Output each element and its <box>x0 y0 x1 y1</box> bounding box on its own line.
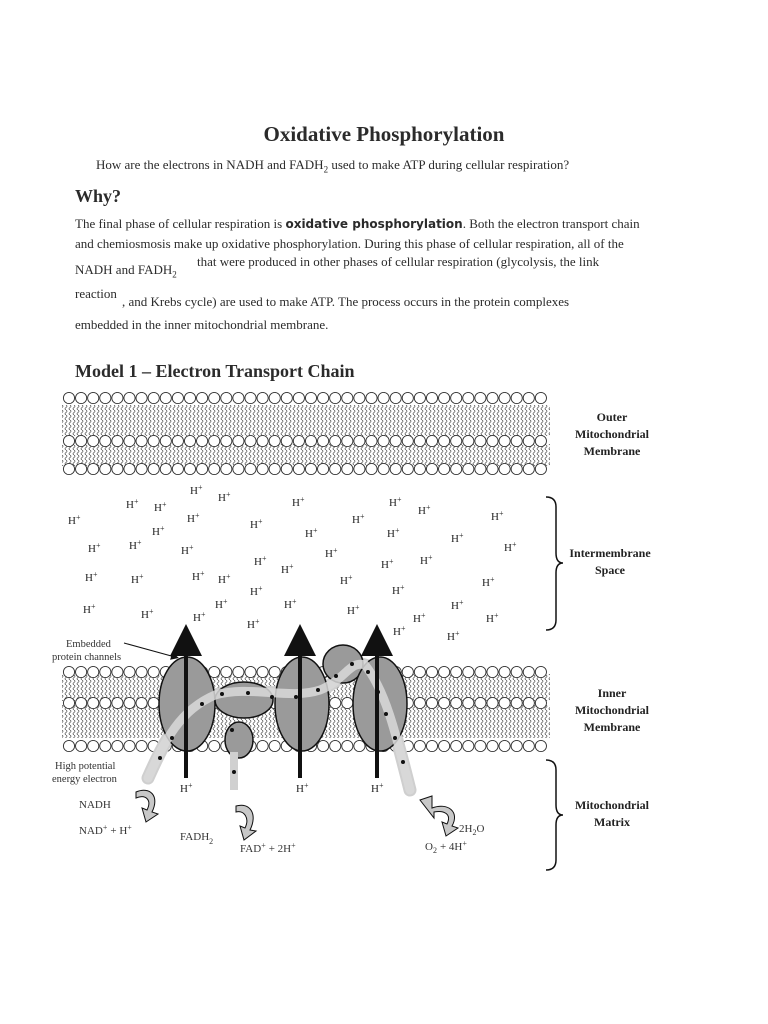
lipid-head <box>390 463 401 474</box>
paragraph-line-4a: reaction <box>75 286 117 301</box>
h-ion-bottom-2: H+ <box>296 781 309 795</box>
lipid-head <box>293 392 304 403</box>
lipid-head <box>233 392 244 403</box>
h-ion: H+ <box>420 553 433 567</box>
lipid-head <box>475 697 486 708</box>
lipid-head <box>426 740 437 751</box>
lipid-head <box>257 740 268 751</box>
electron-transport-diagram <box>0 380 768 880</box>
lipid-head <box>257 435 268 446</box>
embedded-pointer <box>124 643 175 657</box>
h-ion: H+ <box>393 624 406 638</box>
lipid-head <box>414 463 425 474</box>
lipid-head <box>63 740 74 751</box>
h-ion: H+ <box>126 497 139 511</box>
lipid-head <box>451 463 462 474</box>
lipid-head <box>475 463 486 474</box>
lipid-head <box>487 666 498 677</box>
embedded-label-1: Embedded <box>66 639 111 650</box>
lipid-head <box>76 392 87 403</box>
lipid-head <box>535 740 546 751</box>
lipid-head <box>426 392 437 403</box>
plus-h-text: + H <box>110 825 128 837</box>
h-ion: H+ <box>254 554 267 568</box>
lipid-head <box>160 392 171 403</box>
embedded-label-2: protein channels <box>52 652 122 663</box>
lipid-head <box>136 697 147 708</box>
inner-label-1: Inner <box>597 686 627 700</box>
paragraph-line-3 <box>75 262 177 280</box>
lipid-head <box>257 392 268 403</box>
outer-label-1: Outer <box>596 410 628 424</box>
lipid-head <box>124 435 135 446</box>
water-b: O <box>476 823 485 835</box>
nad-label: NAD+ + H+ <box>79 823 132 837</box>
lipid-head <box>354 435 365 446</box>
lipid-head <box>88 740 99 751</box>
lipid-head <box>148 666 159 677</box>
lipid-head <box>342 697 353 708</box>
lipid-head <box>318 435 329 446</box>
why-heading: Why? <box>75 186 122 206</box>
lipid-head <box>475 666 486 677</box>
hydrogen-ions <box>68 483 517 643</box>
h-ion: H+ <box>292 495 305 509</box>
lipid-head <box>463 392 474 403</box>
lipid-head <box>499 392 510 403</box>
lipid-head <box>112 435 123 446</box>
h-ion: H+ <box>193 610 206 624</box>
lipid-head <box>463 435 474 446</box>
fadh-text: FADH <box>180 831 210 843</box>
lipid-head <box>342 435 353 446</box>
water-label <box>459 823 484 837</box>
lipid-head <box>463 666 474 677</box>
h-ion: H+ <box>250 584 263 598</box>
nadh-arrow <box>136 790 158 822</box>
lipid-head <box>245 435 256 446</box>
lipid-head <box>209 463 220 474</box>
lipid-head <box>257 463 268 474</box>
lipid-head <box>439 435 450 446</box>
lipid-head <box>63 392 74 403</box>
page-title: Oxidative Phosphorylation <box>263 122 505 146</box>
lipid-head <box>184 435 195 446</box>
lipid-head <box>124 740 135 751</box>
water-a: 2H <box>459 823 473 835</box>
lipid-head <box>342 740 353 751</box>
lipid-head <box>535 392 546 403</box>
lipid-head <box>124 697 135 708</box>
lipid-head <box>112 463 123 474</box>
h-ion: H+ <box>340 573 353 587</box>
h-ion: H+ <box>284 597 297 611</box>
h-ion: H+ <box>187 511 200 525</box>
oxygen-arrow <box>420 796 458 836</box>
lipid-head <box>160 435 171 446</box>
lipid-head <box>136 435 147 446</box>
lipid-head <box>100 740 111 751</box>
paragraph-line-2: and chemiosmosis make up oxidative phosphorylation. During this phase of cellular respiration, all of the <box>75 236 624 251</box>
para-text: NADH and FADH <box>75 262 173 277</box>
lipid-head <box>281 435 292 446</box>
lipid-head <box>523 463 534 474</box>
outer-label-3: Membrane <box>583 444 641 458</box>
lipid-head <box>426 666 437 677</box>
lipid-head <box>499 435 510 446</box>
lipid-head <box>511 697 522 708</box>
h-ion: H+ <box>154 500 167 514</box>
h-ion: H+ <box>451 531 464 545</box>
question-text-a: How are the electrons in NADH and FADH <box>96 157 324 172</box>
lipid-head <box>100 666 111 677</box>
lipid-head <box>475 740 486 751</box>
lipid-head <box>499 740 510 751</box>
lipid-head <box>305 392 316 403</box>
lipid-head <box>523 740 534 751</box>
lipid-head <box>197 463 208 474</box>
lipid-head <box>100 435 111 446</box>
lipid-head <box>209 435 220 446</box>
lipid-head <box>523 666 534 677</box>
lipid-head <box>221 435 232 446</box>
lipid-head <box>63 435 74 446</box>
intermembrane-label-2: Space <box>595 563 625 577</box>
lipid-head <box>245 463 256 474</box>
lipid-head <box>402 435 413 446</box>
lipid-head <box>100 697 111 708</box>
lipid-head <box>245 392 256 403</box>
lipid-head <box>366 435 377 446</box>
lipid-head <box>269 463 280 474</box>
nad-text: NAD <box>79 825 103 837</box>
h-ion: H+ <box>88 541 101 555</box>
lipid-head <box>499 697 510 708</box>
lipid-head <box>523 697 534 708</box>
lipid-head <box>197 392 208 403</box>
two-h-text: + 2H <box>268 843 292 855</box>
lipid-head <box>76 435 87 446</box>
lipid-head <box>487 463 498 474</box>
h-ion: H+ <box>131 572 144 586</box>
paragraph-line-1 <box>75 216 640 232</box>
lipid-head <box>124 666 135 677</box>
lipid-head <box>439 463 450 474</box>
lipid-head <box>354 392 365 403</box>
water-sub: 2 <box>472 828 477 837</box>
lipid-head <box>439 392 450 403</box>
lipid-head <box>136 666 147 677</box>
lipid-head <box>233 666 244 677</box>
lipid-head <box>148 697 159 708</box>
lipid-head <box>281 392 292 403</box>
lipid-head <box>475 435 486 446</box>
lipid-head <box>269 392 280 403</box>
lipid-head <box>535 435 546 446</box>
lipid-head <box>390 392 401 403</box>
inner-label-3: Membrane <box>583 720 641 734</box>
h-ion: H+ <box>381 557 394 571</box>
o2-sub: 2 <box>432 846 437 855</box>
para-sub: 2 <box>172 269 177 280</box>
lipid-head <box>63 666 74 677</box>
key-term: oxidative phosphorylation <box>285 217 463 231</box>
lipid-head <box>511 463 522 474</box>
h-ion: H+ <box>482 575 495 589</box>
fadh2-label <box>180 831 213 846</box>
lipid-head <box>136 740 147 751</box>
lipid-head <box>233 435 244 446</box>
lipid-head <box>414 740 425 751</box>
h-ion: H+ <box>181 543 194 557</box>
inner-label-2: Mitochondrial <box>575 703 649 717</box>
h-ion: H+ <box>247 617 260 631</box>
lipid-head <box>88 435 99 446</box>
h-ion: H+ <box>486 611 499 625</box>
lipid-head <box>112 666 123 677</box>
matrix-label-1: Mitochondrial <box>575 798 649 812</box>
h-ion-bottom-3: H+ <box>371 781 384 795</box>
complex-2-lower <box>225 722 253 758</box>
h-ion: H+ <box>418 503 431 517</box>
lipid-head <box>209 392 220 403</box>
lipid-head <box>402 666 413 677</box>
lipid-head <box>523 392 534 403</box>
lipid-head <box>402 463 413 474</box>
outer-membrane <box>62 392 550 474</box>
lipid-head <box>88 463 99 474</box>
lipid-head <box>487 435 498 446</box>
para-text: . Both the electron transport chain <box>462 216 640 231</box>
lipid-head <box>535 463 546 474</box>
fadh-sub: 2 <box>209 837 214 846</box>
lipid-head <box>76 463 87 474</box>
h-ion: H+ <box>68 513 81 527</box>
lipid-head <box>523 435 534 446</box>
lipid-head <box>100 463 111 474</box>
lipid-head <box>318 463 329 474</box>
intermembrane-label-1: Intermembrane <box>569 546 651 560</box>
lipid-head <box>414 666 425 677</box>
lipid-head <box>281 463 292 474</box>
lipid-head <box>197 435 208 446</box>
lipid-head <box>330 697 341 708</box>
lipid-head <box>124 392 135 403</box>
h-ion: H+ <box>83 602 96 616</box>
lipid-head <box>184 392 195 403</box>
lipid-head <box>426 463 437 474</box>
guiding-question <box>96 157 569 175</box>
lipid-head <box>390 435 401 446</box>
lipid-head <box>511 392 522 403</box>
h-ion: H+ <box>451 598 464 612</box>
h-ion: H+ <box>413 611 426 625</box>
lipid-head <box>378 463 389 474</box>
h-ion: H+ <box>250 517 263 531</box>
lipid-head <box>245 666 256 677</box>
question-sub: 2 <box>323 164 329 175</box>
lipid-head <box>76 740 87 751</box>
lipid-head <box>305 435 316 446</box>
oxygen-label: $O_2 + 4H^+$ <box>425 839 467 855</box>
lipid-head <box>378 435 389 446</box>
lipid-head <box>88 392 99 403</box>
lipid-head <box>439 697 450 708</box>
lipid-head <box>535 697 546 708</box>
lipid-head <box>451 697 462 708</box>
lipid-head <box>293 435 304 446</box>
matrix-label-2: Matrix <box>594 815 630 829</box>
h-ion: H+ <box>447 629 460 643</box>
lipid-head <box>330 392 341 403</box>
h-ion: H+ <box>129 538 142 552</box>
lipid-head <box>499 666 510 677</box>
lipid-head <box>451 740 462 751</box>
lipid-head <box>112 697 123 708</box>
lipid-head <box>511 435 522 446</box>
model-heading: Model 1 – Electron Transport Chain <box>75 361 355 381</box>
h-ion: H+ <box>504 540 517 554</box>
lipid-head <box>221 666 232 677</box>
lipid-head <box>535 666 546 677</box>
lipid-head <box>463 740 474 751</box>
lipid-head <box>342 463 353 474</box>
lipid-head <box>318 392 329 403</box>
lipid-head <box>305 463 316 474</box>
h-ion: H+ <box>281 562 294 576</box>
h-ion: H+ <box>389 495 402 509</box>
lipid-head <box>487 740 498 751</box>
lipid-head <box>342 392 353 403</box>
lipid-head <box>76 666 87 677</box>
lipid-head <box>88 697 99 708</box>
h-ion: H+ <box>190 483 203 497</box>
lipid-head <box>463 463 474 474</box>
fadh2-arrow <box>236 805 256 840</box>
lipid-head <box>172 435 183 446</box>
lipid-head <box>112 392 123 403</box>
nadh-label: NADH <box>79 799 111 811</box>
lipid-head <box>426 697 437 708</box>
lipid-head <box>366 392 377 403</box>
h-ion: H+ <box>387 526 400 540</box>
h-ion: H+ <box>491 509 504 523</box>
lipid-head <box>451 392 462 403</box>
lipid-head <box>221 463 232 474</box>
h-ion: H+ <box>152 524 165 538</box>
lipid-head <box>402 392 413 403</box>
question-text-b: used to make ATP during cellular respiration? <box>328 157 570 172</box>
para-text: The final phase of cellular respiration is <box>75 216 286 231</box>
h-ion: H+ <box>85 570 98 584</box>
lipid-head <box>172 392 183 403</box>
paragraph-line-5: embedded in the inner mitochondrial membrane. <box>75 317 329 332</box>
paragraph-line-4b: , and Krebs cycle) are used to make ATP. The process occurs in the protein complexes <box>122 294 570 309</box>
h-ion: H+ <box>325 546 338 560</box>
lipid-head <box>100 392 111 403</box>
lipid-head <box>233 463 244 474</box>
lipid-head <box>330 740 341 751</box>
h-ion-bottom-1: H+ <box>180 781 193 795</box>
lipid-head <box>148 392 159 403</box>
fad-text: FAD <box>240 843 262 855</box>
lipid-head <box>439 740 450 751</box>
h-ion: H+ <box>352 512 365 526</box>
h-ion: H+ <box>218 572 231 586</box>
lipid-head <box>257 666 268 677</box>
lipid-head <box>330 435 341 446</box>
lipid-head <box>172 463 183 474</box>
lipid-head <box>439 666 450 677</box>
fad-label: FAD+ + 2H+ <box>240 841 296 855</box>
lipid-head <box>451 435 462 446</box>
high-potential-label-1: High potential <box>55 761 116 772</box>
lipid-head <box>511 740 522 751</box>
lipid-head <box>414 435 425 446</box>
lipid-head <box>378 392 389 403</box>
lipid-head <box>354 463 365 474</box>
lipid-head <box>184 463 195 474</box>
lipid-head <box>63 463 74 474</box>
lipid-head <box>88 666 99 677</box>
four-h-text: + 4H <box>439 841 463 853</box>
h-ion: H+ <box>305 526 318 540</box>
o2-text: O <box>425 841 433 853</box>
h-ion: H+ <box>141 607 154 621</box>
lipid-head <box>269 435 280 446</box>
lipid-head <box>318 740 329 751</box>
lipid-head <box>124 463 135 474</box>
lipid-head <box>487 392 498 403</box>
lipid-head <box>209 740 220 751</box>
lipid-head <box>148 463 159 474</box>
lipid-head <box>426 435 437 446</box>
h-ion: H+ <box>392 583 405 597</box>
lipid-head <box>293 463 304 474</box>
paragraph-line-3b: that were produced in other phases of cellular respiration (glycolysis, the link <box>197 254 600 269</box>
lipid-head <box>511 666 522 677</box>
lipid-head <box>414 392 425 403</box>
lipid-head <box>63 697 74 708</box>
h-ion: H+ <box>218 490 231 504</box>
lipid-head <box>160 463 171 474</box>
lipid-head <box>269 666 280 677</box>
lipid-head <box>366 463 377 474</box>
lipid-head <box>499 463 510 474</box>
lipid-head <box>269 740 280 751</box>
h-ion: H+ <box>347 603 360 617</box>
lipid-head <box>136 463 147 474</box>
outer-label-2: Mitochondrial <box>575 427 649 441</box>
lipid-head <box>136 392 147 403</box>
lipid-head <box>148 435 159 446</box>
lipid-head <box>112 740 123 751</box>
lipid-head <box>463 697 474 708</box>
high-potential-label-2: energy electron <box>52 774 117 785</box>
h-ion: H+ <box>192 569 205 583</box>
h-ion: H+ <box>215 597 228 611</box>
lipid-head <box>487 697 498 708</box>
lipid-head <box>221 392 232 403</box>
lipid-head <box>76 697 87 708</box>
lipid-head <box>414 697 425 708</box>
lipid-head <box>475 392 486 403</box>
lipid-head <box>330 463 341 474</box>
lipid-head <box>451 666 462 677</box>
